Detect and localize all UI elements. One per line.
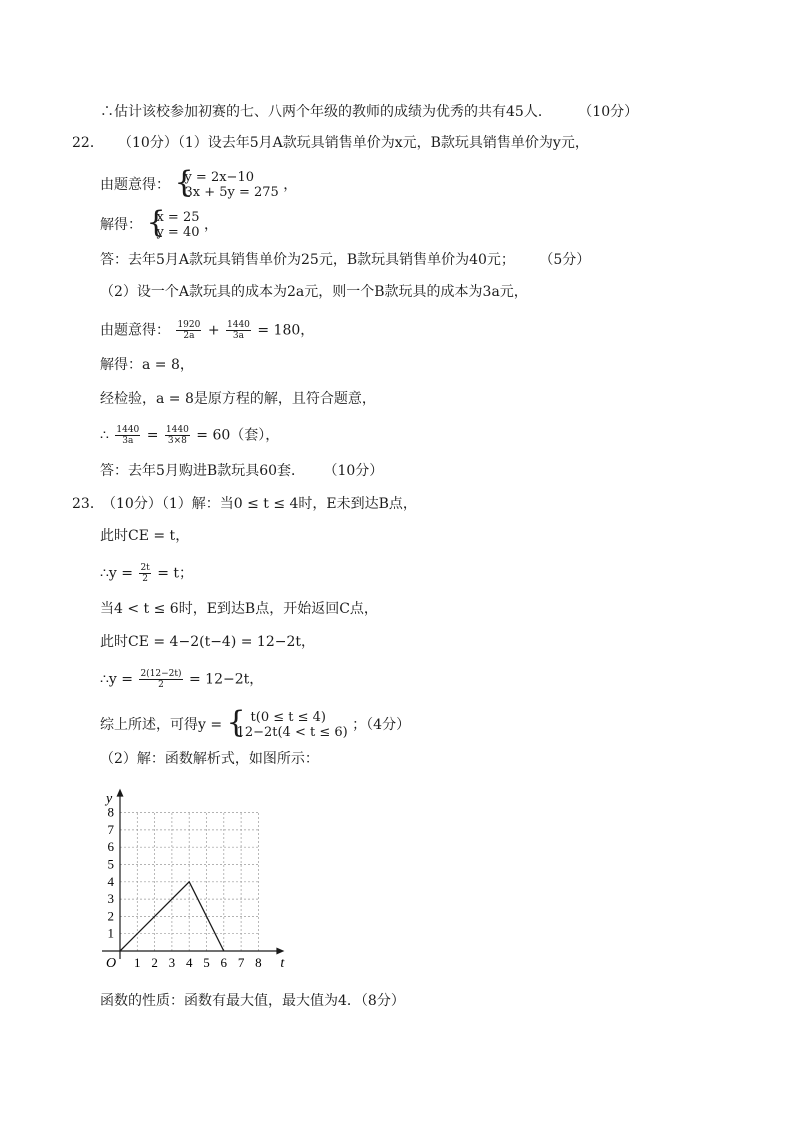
q23-piece-1: t(0 ≤ t ≤ 4) bbox=[250, 710, 326, 725]
x-tick-label: 2 bbox=[151, 955, 158, 970]
y-tick-label: 7 bbox=[107, 821, 114, 837]
q22-solution-system: { x = 25 y = 40 bbox=[146, 205, 200, 240]
q22-equation-system: { y = 2x−10 3x + 5y = 275 bbox=[174, 165, 279, 200]
q22-fraction-2: $\frac{1440}{3a}$ bbox=[227, 320, 250, 341]
q23-y-expression-result: = 12−2t， bbox=[189, 671, 264, 688]
x-tick-label: 1 bbox=[134, 955, 141, 970]
q23-score-1: ；（4分） bbox=[352, 717, 411, 733]
q22-number: 22． bbox=[72, 135, 104, 151]
q22-part2-heading: （2）设一个A款玩具的成本为2a元，则一个B款玩具的成本为3a元， bbox=[100, 284, 528, 300]
q22-equation-system-line bbox=[100, 165, 298, 200]
x-axis-arrow-icon bbox=[276, 948, 284, 955]
q23-heading: （10分）（1）解：当0 ≤ t ≤ 4时，E未到达B点， bbox=[102, 496, 417, 512]
y-tick-label: 5 bbox=[107, 856, 114, 872]
q23-piecewise bbox=[100, 705, 411, 740]
q22-solve-label: 解得： bbox=[100, 217, 142, 233]
x-tick-label: 3 bbox=[168, 955, 176, 970]
q22-fraction-1: $\frac{1920}{2a}$ bbox=[177, 320, 201, 341]
q22-fraction-equation: 由题意得： $\frac{1920}{2a}$ + $\frac{1440}{3a}$ = 180， bbox=[100, 320, 315, 341]
comma: ， bbox=[203, 217, 218, 233]
q23-y-expression bbox=[100, 669, 263, 690]
y-axis-label: y bbox=[106, 791, 113, 807]
q23-y-t bbox=[100, 563, 193, 584]
y-tick-label: 1 bbox=[107, 925, 114, 941]
q23-piece-2: 12−2t(4 < t ≤ 6) bbox=[236, 725, 348, 740]
q22-equation-rhs: = 180， bbox=[257, 322, 315, 339]
q23-y-eq-2: ∴y = bbox=[100, 671, 133, 688]
q23-y-t-result: = t； bbox=[157, 565, 194, 582]
x-tick-label: 5 bbox=[203, 955, 210, 970]
q22-heading: （10分）（1）设去年5月A款玩具销售单价为x元，B款玩具销售单价为y元， bbox=[118, 135, 589, 151]
x-tick-label: 8 bbox=[255, 955, 262, 970]
q22-answer-2-text: 答：去年5月购进B款玩具60套． bbox=[100, 463, 306, 479]
q22-solution-line bbox=[100, 205, 218, 240]
q22-given-label-2: 由题意得： bbox=[100, 322, 170, 339]
x-tick-label: 7 bbox=[237, 955, 245, 970]
q22-equation-2: 3x + 5y = 275 bbox=[184, 185, 279, 200]
q22-score-1: （5分） bbox=[539, 252, 591, 268]
x-tick-label: 4 bbox=[185, 955, 193, 970]
x-tick-label: 6 bbox=[220, 955, 228, 970]
q21-conclusion-text: ∴估计该校参加初赛的七、八两个年级的教师的成绩为优秀的共有45人． bbox=[100, 104, 552, 120]
q23-number: 23． bbox=[72, 496, 104, 512]
q23-conclusion: 函数的性质：函数有最大值，最大值为4．（8分） bbox=[100, 993, 405, 1009]
q23-y-eq: ∴y = bbox=[100, 565, 133, 582]
q23-part2-heading: （2）解：函数解析式，如图所示： bbox=[100, 751, 319, 767]
y-tick-label: 4 bbox=[107, 873, 114, 889]
x-axis-label: t bbox=[280, 956, 285, 971]
q23-piecewise-system: { t(0 ≤ t ≤ 4) 12−2t(4 < t ≤ 6) bbox=[226, 705, 348, 740]
function-graph bbox=[96, 778, 296, 973]
q22-solution-x: x = 25 bbox=[156, 210, 200, 225]
q23-fraction-2: $\frac{2(12-2t)}{2}$ bbox=[140, 669, 182, 690]
q21-score: （10分） bbox=[578, 104, 639, 120]
y-tick-label: 3 bbox=[107, 891, 114, 907]
y-tick-label: 6 bbox=[107, 839, 114, 855]
q22-answer-2 bbox=[100, 462, 383, 480]
q23-fraction-1: $\frac{2t}{2}$ bbox=[140, 563, 150, 584]
q22-answer-1-text: 答：去年5月A款玩具销售单价为25元，B款玩具销售单价为40元； bbox=[100, 252, 515, 268]
q22-check: 经检验，a = 8是原方程的解，且符合题意， bbox=[100, 391, 376, 407]
q23-summary-label: 综上所述，可得y = bbox=[100, 717, 223, 733]
q22-fraction-3: $\frac{1440}{3a}$ bbox=[116, 425, 140, 446]
q21-conclusion bbox=[100, 103, 638, 121]
y-axis-arrow-icon bbox=[117, 789, 124, 797]
q23-case-2: 当4 < t ≤ 6时，E到达B点，开始返回C点， bbox=[100, 601, 378, 617]
q22-solution-y: y = 40 bbox=[156, 225, 200, 240]
q23-ce-expression: 此时CE = 4−2(t−4) = 12−2t， bbox=[100, 634, 316, 650]
y-tick-label: 2 bbox=[107, 908, 114, 924]
q22-fraction-4: $\frac{1440}{3\times 8}$ bbox=[165, 425, 189, 446]
origin-label: O bbox=[106, 956, 117, 971]
q22-quantity-result: = 60（套）， bbox=[196, 427, 280, 444]
q22-given-label: 由题意得： bbox=[100, 177, 170, 193]
y-tick-label: 8 bbox=[107, 804, 114, 820]
q22-quantity-line: ∴ $\frac{1440}{3a}$ = $\frac{1440}{3\times 8}$ = 60（套）， bbox=[100, 425, 280, 446]
q22-solve-a: 解得：a = 8， bbox=[100, 357, 194, 373]
therefore-symbol: ∴ bbox=[100, 427, 109, 444]
q22-answer-1 bbox=[100, 251, 590, 269]
q22-equation-1: y = 2x−10 bbox=[184, 170, 254, 185]
q22-score-2: （10分） bbox=[323, 463, 384, 479]
q23-ce-t: 此时CE = t， bbox=[100, 528, 190, 544]
comma: ， bbox=[283, 177, 298, 193]
